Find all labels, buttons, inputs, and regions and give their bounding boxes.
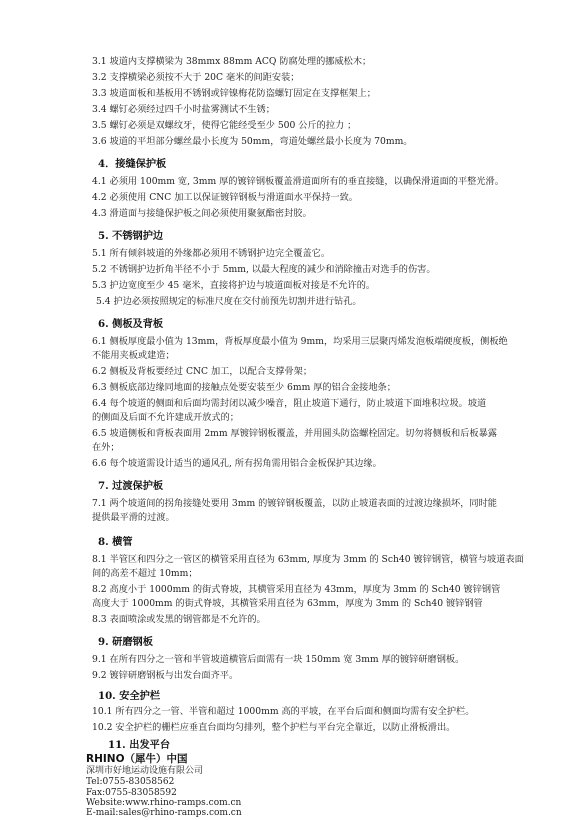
list-item: 7.1 两个坡道间的拐角接缝处要用 3mm 的镀锌钢板覆盖，以防止坡道表面的过渡边缘损坏，同时能	[92, 498, 497, 509]
list-item: 3.6 坡道的平坦部分螺丝最小长度为 50mm，弯道处螺丝最小长度为 70mm。	[92, 136, 413, 147]
section-heading: 5. 不锈钢护边	[98, 230, 164, 242]
list-item: 3.1 坡道内支撑横梁为 38mmx 88mm ACQ 防腐处理的挪威松木；	[92, 56, 372, 67]
list-item: 的侧面及后面不允许建成开放式的；	[92, 412, 239, 423]
section-heading: 8. 横管	[98, 536, 133, 548]
list-item: 6.2 侧板及背板要经过 CNC 加工，以配合支撑骨架；	[92, 366, 313, 377]
list-item: 9.1 在所有四分之一管和半管坡道横管后面需有一块 150mm 宽 3mm 厚的镀锌研磨钢板。	[92, 654, 465, 665]
list-item: 8.2 高度小于 1000mm 的街式脊坡，其横管采用直径为 43mm，厚度为 3mm 的 Sch40 镀锌钢管	[92, 584, 501, 595]
company-tel: Tel:0755-83058562	[86, 777, 175, 787]
company-fax: Fax:0755-83058592	[86, 788, 177, 798]
company-website: Website:www.rhino-ramps.com.cn	[86, 798, 242, 808]
list-item: 提供最平滑的过渡。	[92, 512, 175, 523]
list-item: 5.3 护边宽度至少 45 毫米，直接将护边与坡道面板对接是不允许的。	[92, 280, 376, 291]
list-item: 3.2 支撑横梁必须按不大于 20C 毫米的间距安装；	[92, 72, 300, 83]
list-item: 3.3 坡道面板和基板用不锈钢或锌镍梅花防盗螺钉固定在支撑框架上；	[92, 88, 376, 99]
section-heading: 6. 侧板及背板	[98, 318, 164, 330]
list-item: 高度大于 1000mm 的街式脊坡，其横管采用直径为 63mm，厚度为 3mm 的 Sch40 镀锌钢管	[92, 598, 483, 609]
list-item: 9.2 镀锌研磨钢板与出发台面齐平。	[92, 670, 239, 681]
section-heading: 7. 过渡保护板	[98, 480, 164, 492]
list-item: 10.2 安全护栏的栅栏应垂直台面均匀排列，整个护栏与平台完全靠近，以防止滑板滑出。	[92, 722, 456, 733]
list-item: 间的高差不超过 10mm；	[92, 568, 198, 579]
list-item: 4.2 必须使用 CNC 加工以保证镀锌钢板与滑道面水平保持一致。	[92, 192, 358, 203]
list-item: 8.1 半管区和四分之一管区的横管采用直径为 63mm, 厚度为 3mm 的 Sch40 镀锌钢管，横管与坡道表面	[92, 554, 524, 565]
list-item: 不能用夹板或建造；	[92, 350, 175, 361]
list-item: 5.1 所有倾斜坡道的外缘都必须用不锈钢护边完全覆盖它。	[92, 248, 331, 259]
list-item: 6.4 每个坡道的侧面和后面均需封闭以减少噪音，阻止坡道下通行，防止坡道下面堆积垃圾。坡道	[92, 398, 487, 409]
company-brand: RHINO（犀牛）中国	[86, 753, 188, 765]
company-email: E-mail:sales@rhino-ramps.com.cn	[86, 808, 242, 818]
list-item: 8.3 表面喷涂或发黑的钢管都是不允许的。	[92, 614, 266, 625]
list-item: 6.6 每个坡道需设计适当的通风孔, 所有拐角需用铝合金板保护其边缘。	[92, 458, 382, 469]
list-item: 5.2 不锈钢护边折角半径不小于 5mm, 以最大程度的减少和消除撞击对选手的伤害。	[92, 264, 436, 275]
list-item: 6.5 坡道侧板和背板表面用 2mm 厚镀锌钢板覆盖，并用圆头防盗螺栓固定。切勿将侧板和后板暴露	[92, 428, 497, 439]
list-item: 6.3 侧板底部边缘同地面的接触点处要安装至少 6mm 厚的铝合金接地条；	[92, 382, 396, 393]
section-heading: 4．接缝保护板	[98, 158, 167, 170]
list-item: 3.4 螺钉必须经过四千小时盐雾测试不生锈；	[92, 104, 275, 115]
section-heading: 11. 出发平台	[108, 739, 171, 751]
list-item: 5.4 护边必须按照规定的标准尺度在交付前预先切割并进行钻孔。	[96, 296, 362, 307]
section-heading: 9. 研磨钢板	[98, 636, 153, 648]
list-item: 10.1 所有四分之一管、半管和超过 1000mm 高的平坡，在平台后面和侧面均需有安全护栏。	[92, 706, 475, 717]
list-item: 3.5 螺钉必须是双螺纹牙，使得它能经受至少 500 公斤的拉力 ；	[92, 120, 357, 131]
list-item: 4.1 必须用 100mm 宽, 3mm 厚的镀锌钢板覆盖滑道面所有的垂直接缝，以确保滑道面的平整光滑。	[92, 176, 504, 187]
list-item: 6.1 侧板厚度最小值为 13mm，背板厚度最小值为 9mm，均采用三层聚丙烯发泡板端硬度板，侧板绝	[92, 336, 508, 347]
list-item: 4.3 滑道面与接缝保护板之间必须使用聚氨酯密封胶。	[92, 208, 312, 219]
company-name: 深圳市好地运动设施有限公司	[86, 766, 204, 776]
list-item: 在外；	[92, 442, 120, 453]
section-heading: 10. 安全护栏	[98, 690, 161, 702]
